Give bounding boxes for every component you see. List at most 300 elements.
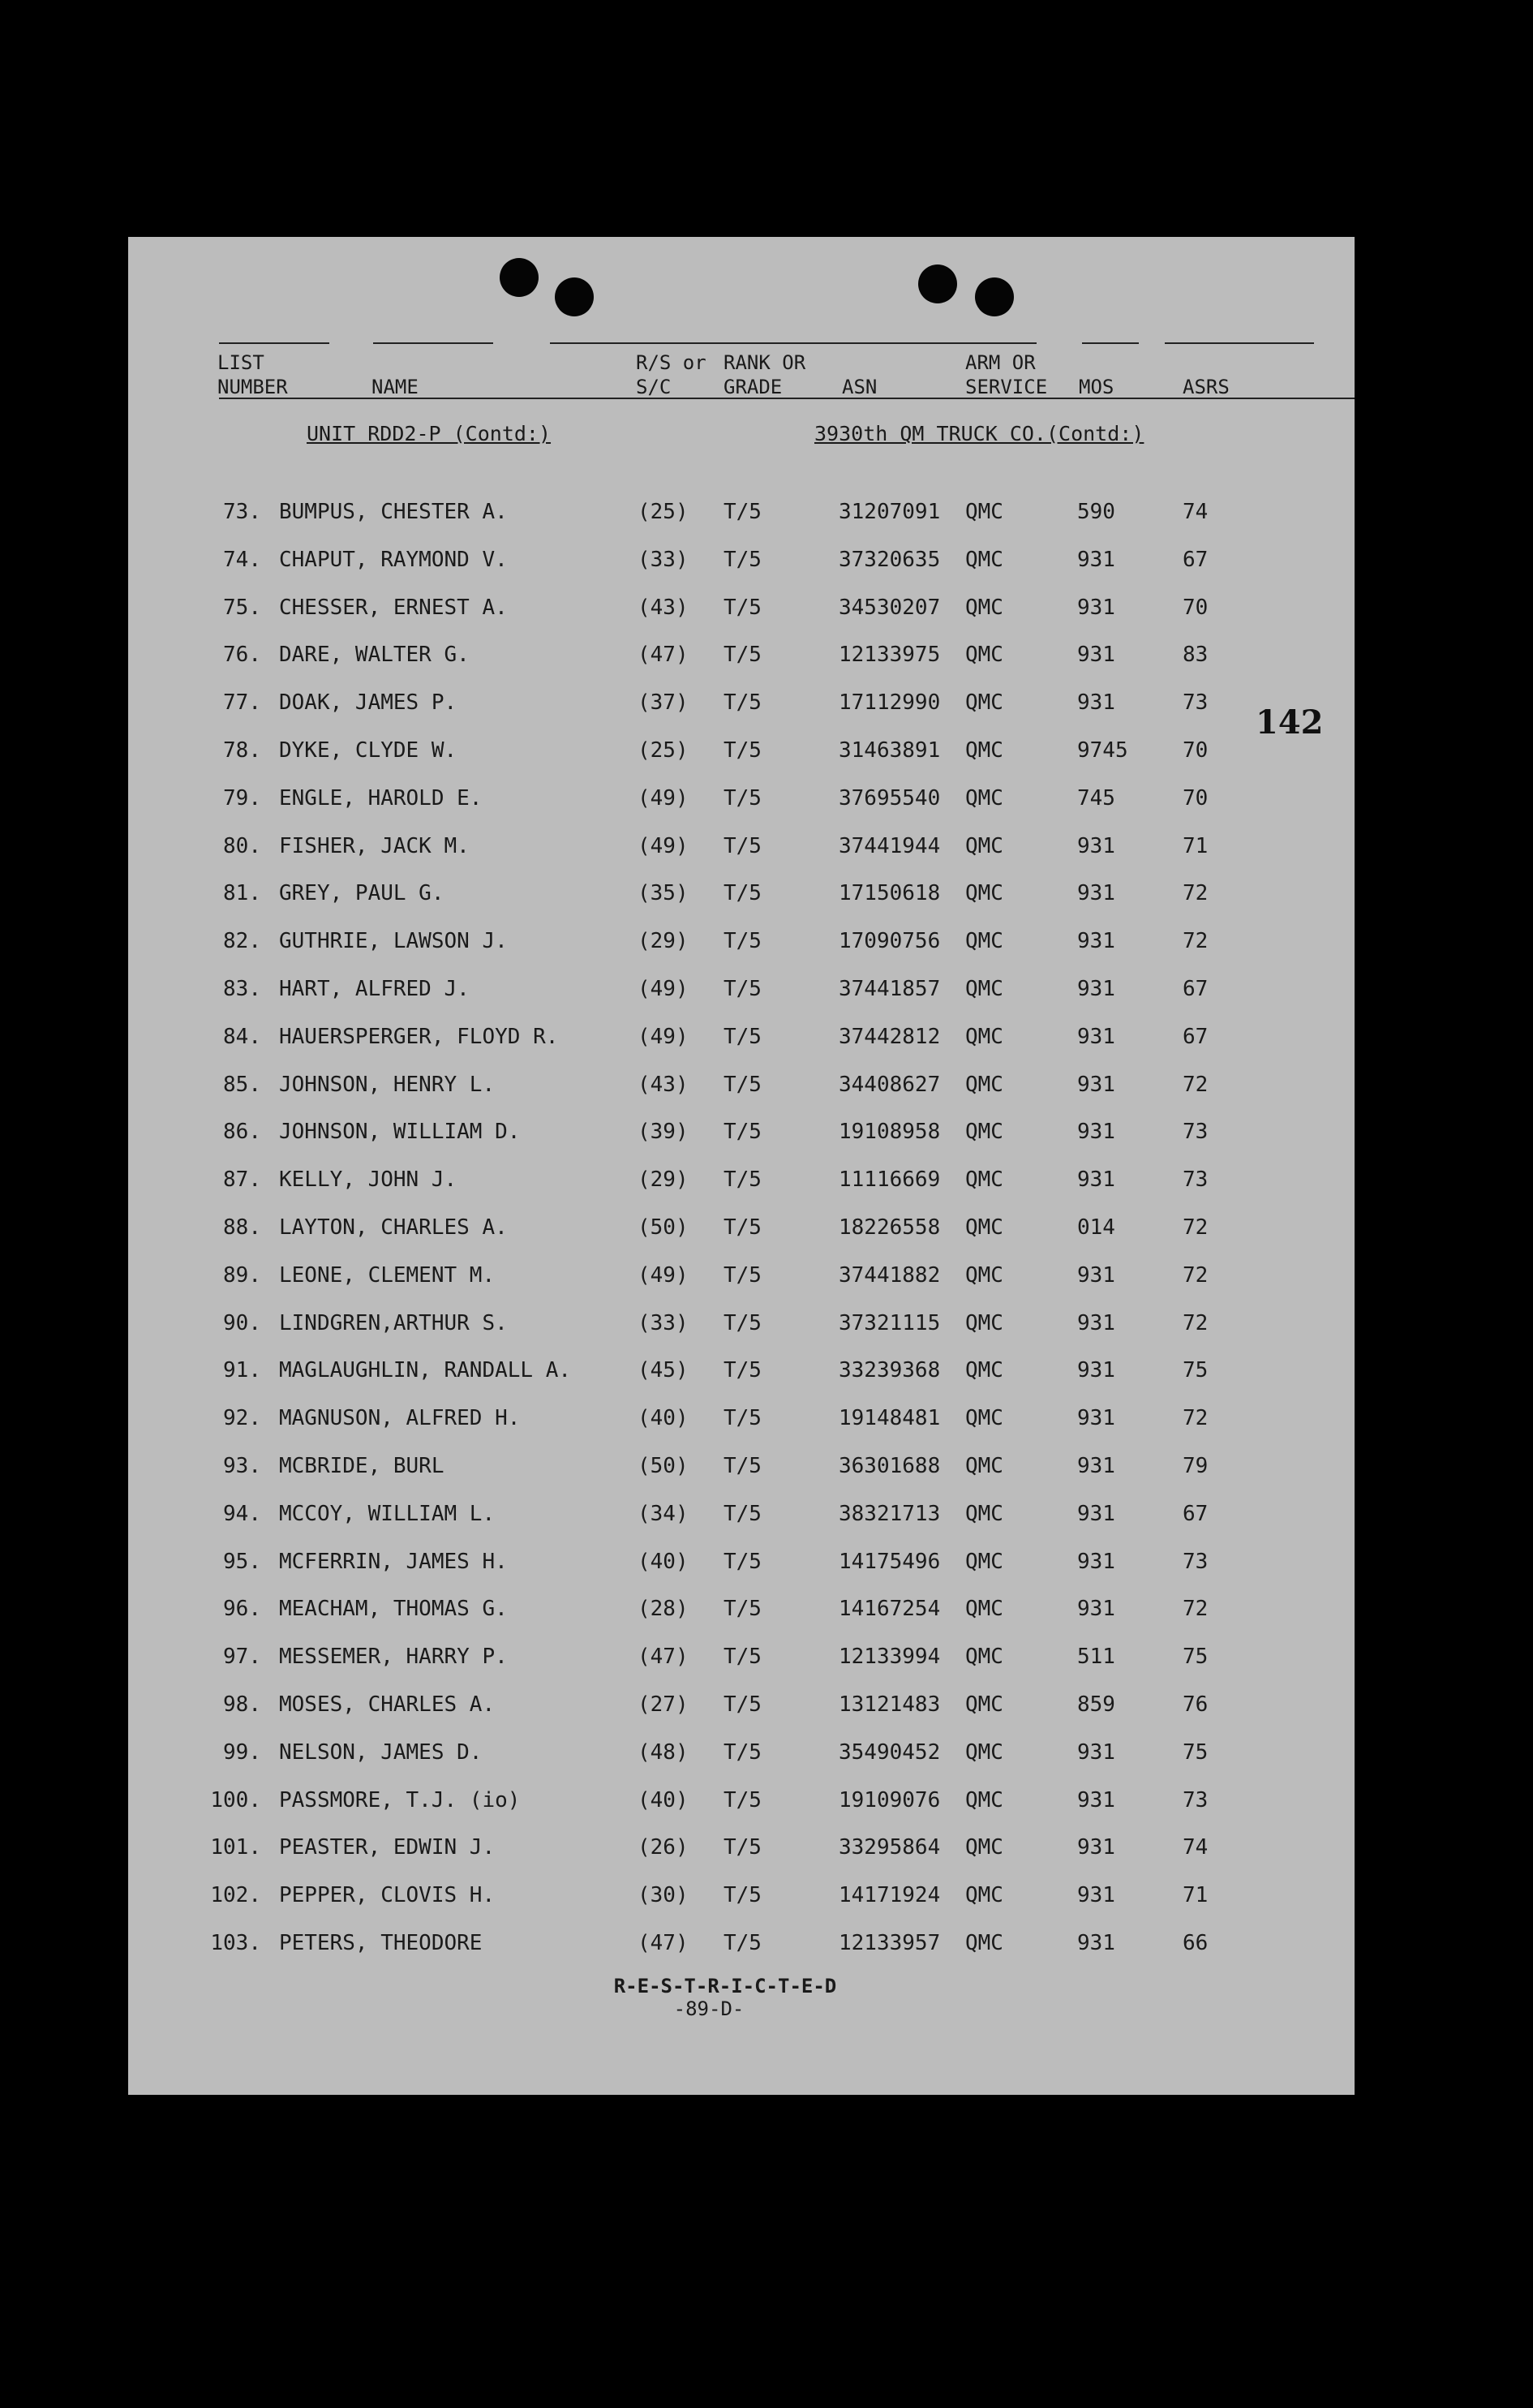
page-number: -89-D- bbox=[673, 1997, 745, 2020]
cell-name: CHAPUT, RAYMOND V. bbox=[279, 547, 508, 572]
cell-name: MOSES, CHARLES A. bbox=[279, 1692, 496, 1717]
cell-asrs: 70 bbox=[1183, 785, 1209, 811]
cell-arm: QMC bbox=[965, 1024, 1003, 1049]
cell-asrs: 70 bbox=[1183, 595, 1209, 620]
cell-name: PASSMORE, T.J. (io) bbox=[279, 1787, 521, 1812]
cell-mos: 931 bbox=[1077, 1120, 1115, 1145]
cell-name: MEACHAM, THOMAS G. bbox=[279, 1597, 508, 1622]
cell-asrs: 67 bbox=[1183, 1024, 1209, 1049]
cell-mos: 931 bbox=[1077, 690, 1115, 716]
table-row bbox=[128, 1920, 1355, 1967]
cell-mos: 931 bbox=[1077, 1024, 1115, 1049]
cell-mos: 931 bbox=[1077, 977, 1115, 1001]
cell-asrs: 70 bbox=[1183, 738, 1209, 763]
cell-mos: 931 bbox=[1077, 1787, 1115, 1812]
cell-name: LEONE, CLEMENT M. bbox=[279, 1262, 496, 1288]
header-name: NAME bbox=[371, 376, 419, 398]
header-top-rule bbox=[1165, 342, 1314, 344]
cell-num: 77. bbox=[223, 690, 261, 716]
cell-asrs: 72 bbox=[1183, 929, 1209, 954]
cell-arm: QMC bbox=[965, 1501, 1003, 1526]
cell-rs: (49) bbox=[638, 1024, 689, 1049]
header-asrs: ASRS bbox=[1183, 376, 1230, 398]
cell-asn: 17090756 bbox=[839, 929, 941, 954]
cell-num: 90. bbox=[223, 1310, 261, 1335]
cell-rank: T/5 bbox=[724, 547, 762, 572]
cell-asn: 18226558 bbox=[839, 1215, 941, 1240]
cell-name: MESSEMER, HARRY P. bbox=[279, 1645, 508, 1670]
cell-num: 97. bbox=[223, 1645, 261, 1670]
table-row bbox=[128, 1300, 1355, 1348]
cell-rs: (48) bbox=[638, 1739, 689, 1765]
header-top-rule bbox=[550, 342, 1037, 344]
cell-num: 91. bbox=[223, 1358, 261, 1383]
cell-arm: QMC bbox=[965, 595, 1003, 620]
cell-num: 99. bbox=[223, 1739, 261, 1765]
cell-arm: QMC bbox=[965, 1883, 1003, 1908]
cell-rank: T/5 bbox=[724, 1167, 762, 1193]
header-bottom-rule bbox=[219, 398, 1355, 399]
cell-rank: T/5 bbox=[724, 500, 762, 524]
table-row bbox=[128, 775, 1355, 823]
cell-name: PEPPER, CLOVIS H. bbox=[279, 1883, 496, 1908]
cell-asn: 35490452 bbox=[839, 1739, 941, 1765]
cell-arm: QMC bbox=[965, 833, 1003, 858]
cell-rs: (34) bbox=[638, 1501, 689, 1526]
cell-asrs: 79 bbox=[1183, 1454, 1209, 1478]
cell-asn: 19109076 bbox=[839, 1787, 941, 1812]
cell-name: NELSON, JAMES D. bbox=[279, 1739, 483, 1765]
cell-rs: (33) bbox=[638, 1310, 689, 1335]
cell-rs: (50) bbox=[638, 1454, 689, 1478]
cell-asrs: 74 bbox=[1183, 500, 1209, 524]
cell-rank: T/5 bbox=[724, 738, 762, 763]
cell-asn: 13121483 bbox=[839, 1692, 941, 1717]
cell-asn: 37321115 bbox=[839, 1310, 941, 1335]
cell-rs: (47) bbox=[638, 1645, 689, 1670]
cell-rs: (28) bbox=[638, 1597, 689, 1622]
cell-num: 75. bbox=[223, 595, 261, 620]
cell-asrs: 73 bbox=[1183, 1120, 1209, 1145]
cell-num: 100. bbox=[210, 1787, 261, 1812]
cell-mos: 931 bbox=[1077, 1310, 1115, 1335]
cell-num: 102. bbox=[210, 1883, 261, 1908]
cell-rank: T/5 bbox=[724, 1120, 762, 1145]
cell-mos: 931 bbox=[1077, 1406, 1115, 1431]
cell-arm: QMC bbox=[965, 785, 1003, 811]
cell-name: KELLY, JOHN J. bbox=[279, 1167, 457, 1193]
cell-arm: QMC bbox=[965, 500, 1003, 524]
cell-num: 86. bbox=[223, 1120, 261, 1145]
cell-mos: 014 bbox=[1077, 1215, 1115, 1240]
cell-asn: 14175496 bbox=[839, 1549, 941, 1574]
cell-rank: T/5 bbox=[724, 595, 762, 620]
cell-mos: 931 bbox=[1077, 929, 1115, 954]
table-row bbox=[128, 1347, 1355, 1395]
cell-mos: 590 bbox=[1077, 500, 1115, 524]
cell-rank: T/5 bbox=[724, 1739, 762, 1765]
cell-mos: 931 bbox=[1077, 1262, 1115, 1288]
cell-rs: (25) bbox=[638, 500, 689, 524]
cell-arm: QMC bbox=[965, 1645, 1003, 1670]
cell-rs: (45) bbox=[638, 1358, 689, 1383]
cell-rs: (49) bbox=[638, 833, 689, 858]
cell-asn: 31463891 bbox=[839, 738, 941, 763]
cell-num: 98. bbox=[223, 1692, 261, 1717]
cell-rank: T/5 bbox=[724, 690, 762, 716]
cell-asrs: 74 bbox=[1183, 1835, 1209, 1860]
cell-rs: (49) bbox=[638, 785, 689, 811]
cell-mos: 931 bbox=[1077, 1072, 1115, 1097]
punch-hole bbox=[555, 277, 594, 316]
cell-num: 81. bbox=[223, 881, 261, 906]
cell-asn: 34530207 bbox=[839, 595, 941, 620]
cell-rs: (43) bbox=[638, 595, 689, 620]
table-row bbox=[128, 823, 1355, 871]
unit-left-heading: UNIT RDD2-P (Contd:) bbox=[307, 422, 552, 445]
cell-asn: 37695540 bbox=[839, 785, 941, 811]
cell-rs: (35) bbox=[638, 881, 689, 906]
cell-num: 80. bbox=[223, 833, 261, 858]
cell-rs: (26) bbox=[638, 1835, 689, 1860]
cell-asn: 34408627 bbox=[839, 1072, 941, 1097]
cell-rs: (29) bbox=[638, 929, 689, 954]
cell-name: LAYTON, CHARLES A. bbox=[279, 1215, 508, 1240]
cell-num: 76. bbox=[223, 643, 261, 668]
cell-arm: QMC bbox=[965, 547, 1003, 572]
table-row bbox=[128, 1108, 1355, 1156]
cell-rs: (47) bbox=[638, 1931, 689, 1955]
cell-asn: 19148481 bbox=[839, 1406, 941, 1431]
cell-mos: 931 bbox=[1077, 833, 1115, 858]
table-row bbox=[128, 1490, 1355, 1538]
header-mos: MOS bbox=[1079, 376, 1114, 398]
cell-name: MCFERRIN, JAMES H. bbox=[279, 1549, 508, 1574]
header-top-rule bbox=[373, 342, 493, 344]
cell-rs: (39) bbox=[638, 1120, 689, 1145]
cell-mos: 745 bbox=[1077, 785, 1115, 811]
cell-asn: 33295864 bbox=[839, 1835, 941, 1860]
cell-asn: 31207091 bbox=[839, 500, 941, 524]
cell-asrs: 73 bbox=[1183, 1787, 1209, 1812]
cell-name: DOAK, JAMES P. bbox=[279, 690, 457, 716]
cell-name: MCBRIDE, BURL bbox=[279, 1454, 444, 1478]
cell-asrs: 73 bbox=[1183, 690, 1209, 716]
table-row bbox=[128, 1061, 1355, 1109]
cell-name: CHESSER, ERNEST A. bbox=[279, 595, 508, 620]
cell-rs: (47) bbox=[638, 643, 689, 668]
cell-asrs: 67 bbox=[1183, 1501, 1209, 1526]
cell-asrs: 73 bbox=[1183, 1549, 1209, 1574]
cell-num: 92. bbox=[223, 1406, 261, 1431]
cell-name: HART, ALFRED J. bbox=[279, 977, 470, 1001]
cell-num: 73. bbox=[223, 500, 261, 524]
table-row bbox=[128, 1252, 1355, 1300]
cell-arm: QMC bbox=[965, 1310, 1003, 1335]
cell-rank: T/5 bbox=[724, 1310, 762, 1335]
cell-arm: QMC bbox=[965, 881, 1003, 906]
cell-rank: T/5 bbox=[724, 977, 762, 1001]
cell-asrs: 67 bbox=[1183, 547, 1209, 572]
cell-arm: QMC bbox=[965, 1262, 1003, 1288]
cell-asn: 37320635 bbox=[839, 547, 941, 572]
cell-rank: T/5 bbox=[724, 1787, 762, 1812]
cell-asrs: 71 bbox=[1183, 1883, 1209, 1908]
cell-rs: (50) bbox=[638, 1215, 689, 1240]
cell-rank: T/5 bbox=[724, 1262, 762, 1288]
cell-rs: (33) bbox=[638, 547, 689, 572]
cell-asrs: 75 bbox=[1183, 1739, 1209, 1765]
cell-rank: T/5 bbox=[724, 1645, 762, 1670]
cell-num: 84. bbox=[223, 1024, 261, 1049]
cell-num: 82. bbox=[223, 929, 261, 954]
restricted-stamp: R-E-S-T-R-I-C-T-E-D bbox=[613, 1975, 837, 1997]
cell-asrs: 76 bbox=[1183, 1692, 1209, 1717]
punch-hole bbox=[918, 264, 957, 303]
table-row bbox=[128, 631, 1355, 679]
cell-rank: T/5 bbox=[724, 1835, 762, 1860]
cell-num: 96. bbox=[223, 1597, 261, 1622]
cell-rs: (43) bbox=[638, 1072, 689, 1097]
cell-mos: 9745 bbox=[1077, 738, 1128, 763]
cell-mos: 859 bbox=[1077, 1692, 1115, 1717]
cell-rank: T/5 bbox=[724, 1501, 762, 1526]
cell-arm: QMC bbox=[965, 690, 1003, 716]
table-row bbox=[128, 1443, 1355, 1490]
cell-name: BUMPUS, CHESTER A. bbox=[279, 500, 508, 524]
cell-rs: (30) bbox=[638, 1883, 689, 1908]
cell-name: JOHNSON, HENRY L. bbox=[279, 1072, 496, 1097]
table-row bbox=[128, 679, 1355, 727]
cell-asrs: 67 bbox=[1183, 977, 1209, 1001]
cell-rank: T/5 bbox=[724, 1215, 762, 1240]
cell-rank: T/5 bbox=[724, 1454, 762, 1478]
cell-rank: T/5 bbox=[724, 1358, 762, 1383]
table-row bbox=[128, 1681, 1355, 1729]
cell-name: MCCOY, WILLIAM L. bbox=[279, 1501, 496, 1526]
cell-rank: T/5 bbox=[724, 1072, 762, 1097]
cell-rank: T/5 bbox=[724, 1024, 762, 1049]
cell-arm: QMC bbox=[965, 738, 1003, 763]
cell-mos: 931 bbox=[1077, 1454, 1115, 1478]
cell-rank: T/5 bbox=[724, 929, 762, 954]
cell-asrs: 72 bbox=[1183, 1215, 1209, 1240]
cell-num: 87. bbox=[223, 1167, 261, 1193]
cell-asn: 37441944 bbox=[839, 833, 941, 858]
cell-arm: QMC bbox=[965, 1692, 1003, 1717]
header-rank: RANK OR GRADE bbox=[724, 351, 806, 398]
cell-asrs: 75 bbox=[1183, 1358, 1209, 1383]
header-top-rule bbox=[219, 342, 329, 344]
cell-mos: 931 bbox=[1077, 1358, 1115, 1383]
cell-rs: (40) bbox=[638, 1549, 689, 1574]
header-arm: ARM OR SERVICE bbox=[965, 351, 1048, 398]
cell-num: 85. bbox=[223, 1072, 261, 1097]
cell-asn: 12133957 bbox=[839, 1931, 941, 1955]
cell-rank: T/5 bbox=[724, 881, 762, 906]
table-row bbox=[128, 1824, 1355, 1872]
cell-asn: 37442812 bbox=[839, 1024, 941, 1049]
cell-mos: 931 bbox=[1077, 1931, 1115, 1955]
cell-name: JOHNSON, WILLIAM D. bbox=[279, 1120, 521, 1145]
cell-rs: (49) bbox=[638, 1262, 689, 1288]
cell-rank: T/5 bbox=[724, 1931, 762, 1955]
table-row bbox=[128, 1395, 1355, 1443]
cell-asn: 11116669 bbox=[839, 1167, 941, 1193]
cell-rank: T/5 bbox=[724, 1406, 762, 1431]
cell-rank: T/5 bbox=[724, 1883, 762, 1908]
cell-arm: QMC bbox=[965, 1215, 1003, 1240]
table-row bbox=[128, 965, 1355, 1013]
table-row bbox=[128, 1204, 1355, 1252]
table-row bbox=[128, 584, 1355, 632]
document-page bbox=[128, 237, 1355, 2095]
cell-name: PEASTER, EDWIN J. bbox=[279, 1835, 496, 1860]
cell-mos: 931 bbox=[1077, 1739, 1115, 1765]
cell-num: 74. bbox=[223, 547, 261, 572]
cell-mos: 931 bbox=[1077, 1501, 1115, 1526]
table-row bbox=[128, 727, 1355, 775]
cell-asn: 19108958 bbox=[839, 1120, 941, 1145]
cell-asn: 38321713 bbox=[839, 1501, 941, 1526]
cell-name: LINDGREN,ARTHUR S. bbox=[279, 1310, 508, 1335]
cell-name: FISHER, JACK M. bbox=[279, 833, 470, 858]
cell-arm: QMC bbox=[965, 1931, 1003, 1955]
cell-mos: 511 bbox=[1077, 1645, 1115, 1670]
cell-mos: 931 bbox=[1077, 1597, 1115, 1622]
cell-asn: 37441857 bbox=[839, 977, 941, 1001]
punch-hole bbox=[975, 277, 1014, 316]
table-row bbox=[128, 1872, 1355, 1920]
cell-asrs: 72 bbox=[1183, 1310, 1209, 1335]
cell-asrs: 72 bbox=[1183, 1597, 1209, 1622]
cell-name: GUTHRIE, LAWSON J. bbox=[279, 929, 508, 954]
cell-num: 103. bbox=[210, 1931, 261, 1955]
table-row bbox=[128, 870, 1355, 918]
cell-asn: 14167254 bbox=[839, 1597, 941, 1622]
cell-rank: T/5 bbox=[724, 833, 762, 858]
cell-asrs: 66 bbox=[1183, 1931, 1209, 1955]
table-row bbox=[128, 1777, 1355, 1825]
cell-rs: (40) bbox=[638, 1787, 689, 1812]
cell-asn: 37441882 bbox=[839, 1262, 941, 1288]
cell-num: 89. bbox=[223, 1262, 261, 1288]
table-row bbox=[128, 1013, 1355, 1061]
cell-rs: (37) bbox=[638, 690, 689, 716]
unit-right-heading: 3930th QM TRUCK CO.(Contd:) bbox=[814, 422, 1144, 445]
header-top-rule bbox=[1082, 342, 1139, 344]
table-row bbox=[128, 1156, 1355, 1204]
cell-name: MAGLAUGHLIN, RANDALL A. bbox=[279, 1358, 572, 1383]
cell-arm: QMC bbox=[965, 977, 1003, 1001]
cell-num: 101. bbox=[210, 1835, 261, 1860]
cell-asn: 33239368 bbox=[839, 1358, 941, 1383]
cell-arm: QMC bbox=[965, 1454, 1003, 1478]
cell-rs: (27) bbox=[638, 1692, 689, 1717]
cell-arm: QMC bbox=[965, 1072, 1003, 1097]
cell-num: 79. bbox=[223, 785, 261, 811]
table-row bbox=[128, 536, 1355, 584]
cell-rank: T/5 bbox=[724, 1549, 762, 1574]
cell-num: 78. bbox=[223, 738, 261, 763]
cell-arm: QMC bbox=[965, 1787, 1003, 1812]
header-asn: ASN bbox=[842, 376, 878, 398]
table-row bbox=[128, 918, 1355, 965]
cell-name: PETERS, THEODORE bbox=[279, 1931, 483, 1955]
cell-arm: QMC bbox=[965, 929, 1003, 954]
cell-asn: 36301688 bbox=[839, 1454, 941, 1478]
table-row bbox=[128, 1538, 1355, 1586]
cell-num: 94. bbox=[223, 1501, 261, 1526]
cell-rank: T/5 bbox=[724, 1692, 762, 1717]
punch-hole bbox=[500, 258, 539, 297]
cell-mos: 931 bbox=[1077, 595, 1115, 620]
cell-arm: QMC bbox=[965, 1406, 1003, 1431]
header-list-number: LIST NUMBER bbox=[217, 351, 288, 398]
cell-name: DARE, WALTER G. bbox=[279, 643, 470, 668]
cell-mos: 931 bbox=[1077, 643, 1115, 668]
cell-rank: T/5 bbox=[724, 643, 762, 668]
cell-asrs: 71 bbox=[1183, 833, 1209, 858]
cell-num: 93. bbox=[223, 1454, 261, 1478]
cell-mos: 931 bbox=[1077, 1835, 1115, 1860]
table-row bbox=[128, 1585, 1355, 1633]
cell-mos: 931 bbox=[1077, 1883, 1115, 1908]
cell-rs: (49) bbox=[638, 977, 689, 1001]
table-row bbox=[128, 488, 1355, 536]
cell-name: HAUERSPERGER, FLOYD R. bbox=[279, 1024, 559, 1049]
header-rs-sc: R/S or S/C bbox=[636, 351, 706, 398]
cell-arm: QMC bbox=[965, 1739, 1003, 1765]
table-row bbox=[128, 1729, 1355, 1777]
cell-rs: (25) bbox=[638, 738, 689, 763]
cell-mos: 931 bbox=[1077, 547, 1115, 572]
cell-asrs: 72 bbox=[1183, 881, 1209, 906]
margin-page-note: 142 bbox=[1256, 703, 1324, 742]
cell-arm: QMC bbox=[965, 1120, 1003, 1145]
cell-asrs: 83 bbox=[1183, 643, 1209, 668]
cell-name: GREY, PAUL G. bbox=[279, 881, 444, 906]
cell-name: MAGNUSON, ALFRED H. bbox=[279, 1406, 521, 1431]
cell-asn: 14171924 bbox=[839, 1883, 941, 1908]
cell-num: 83. bbox=[223, 977, 261, 1001]
cell-num: 95. bbox=[223, 1549, 261, 1574]
cell-mos: 931 bbox=[1077, 881, 1115, 906]
cell-rank: T/5 bbox=[724, 1597, 762, 1622]
cell-arm: QMC bbox=[965, 643, 1003, 668]
cell-name: ENGLE, HAROLD E. bbox=[279, 785, 483, 811]
cell-num: 88. bbox=[223, 1215, 261, 1240]
cell-mos: 931 bbox=[1077, 1549, 1115, 1574]
cell-mos: 931 bbox=[1077, 1167, 1115, 1193]
cell-asrs: 72 bbox=[1183, 1262, 1209, 1288]
cell-rs: (40) bbox=[638, 1406, 689, 1431]
cell-name: DYKE, CLYDE W. bbox=[279, 738, 457, 763]
cell-arm: QMC bbox=[965, 1358, 1003, 1383]
cell-asn: 17112990 bbox=[839, 690, 941, 716]
cell-asrs: 72 bbox=[1183, 1406, 1209, 1431]
cell-asn: 12133994 bbox=[839, 1645, 941, 1670]
cell-arm: QMC bbox=[965, 1597, 1003, 1622]
cell-asn: 17150618 bbox=[839, 881, 941, 906]
cell-asrs: 72 bbox=[1183, 1072, 1209, 1097]
cell-arm: QMC bbox=[965, 1167, 1003, 1193]
cell-rs: (29) bbox=[638, 1167, 689, 1193]
cell-arm: QMC bbox=[965, 1835, 1003, 1860]
cell-arm: QMC bbox=[965, 1549, 1003, 1574]
cell-rank: T/5 bbox=[724, 785, 762, 811]
cell-asrs: 73 bbox=[1183, 1167, 1209, 1193]
